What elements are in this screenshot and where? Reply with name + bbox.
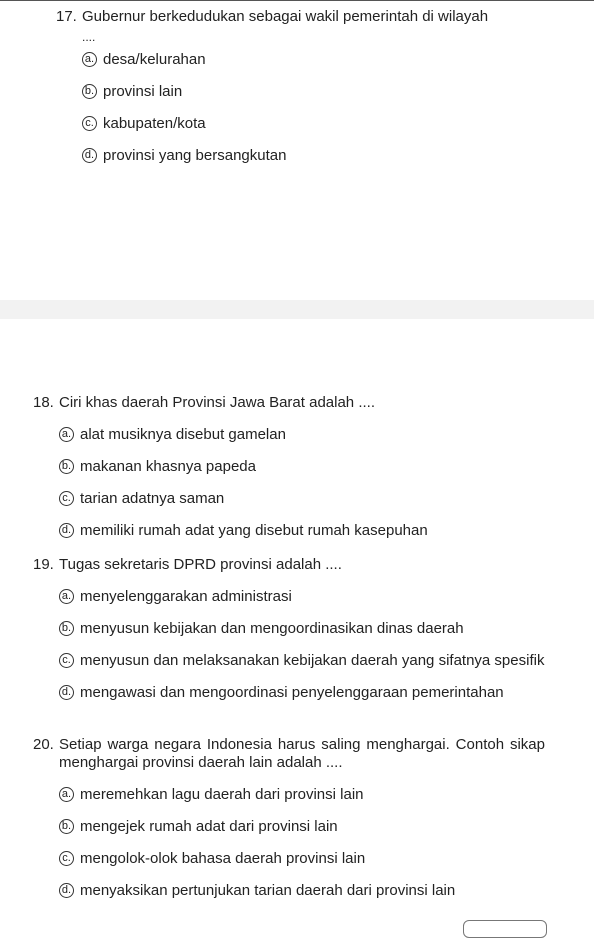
option-a[interactable] (82, 51, 536, 69)
question-19 (33, 556, 545, 702)
option-letter-circle: a. (82, 52, 97, 67)
option-list (59, 786, 545, 900)
question-stem (33, 394, 545, 412)
bottom-corner-box (463, 920, 547, 938)
question-20 (33, 736, 545, 900)
option-list (59, 426, 545, 540)
option-text: menyelenggarakan administrasi (80, 588, 292, 605)
option-text: mengawasi dan mengoordinasi penyelenggaraan pemerintahan (80, 684, 504, 701)
option-letter-circle: b. (59, 621, 74, 636)
option-text: alat musiknya disebut gamelan (80, 426, 286, 443)
question-text: Gubernur berkedudukan sebagai wakil pemerintah di wilayah (82, 8, 489, 25)
option-d[interactable] (82, 147, 536, 165)
option-text: provinsi lain (103, 83, 183, 100)
question-stem (56, 8, 536, 26)
option-letter-circle: c. (59, 653, 74, 668)
option-letter-circle: d. (59, 685, 74, 700)
option-text: desa/kelurahan (103, 51, 206, 68)
option-c[interactable] (59, 490, 545, 508)
question-number: 19. (33, 556, 54, 573)
option-b[interactable] (59, 620, 545, 638)
option-text: menyaksikan pertunjukan tarian daerah dari provinsi lain (80, 882, 456, 899)
option-letter-circle: b. (82, 84, 97, 99)
option-text: kabupaten/kota (103, 115, 206, 132)
option-letter-circle: a. (59, 427, 74, 442)
option-text: menyusun dan melaksanakan kebijakan daerah yang sifatnya spesifik (80, 652, 545, 669)
option-letter-circle: b. (59, 819, 74, 834)
option-d[interactable] (59, 882, 545, 900)
option-a[interactable] (59, 426, 545, 444)
option-list (82, 51, 536, 165)
option-text: mengolok-olok bahasa daerah provinsi lain (80, 850, 366, 867)
option-list (59, 588, 545, 702)
question-17 (56, 8, 536, 165)
option-c[interactable] (59, 652, 545, 670)
option-text: menyusun kebijakan dan mengoordinasikan dinas daerah (80, 620, 464, 637)
option-a[interactable] (59, 786, 545, 804)
question-text: Ciri khas daerah Provinsi Jawa Barat adalah .... (59, 394, 375, 411)
option-letter-circle: c. (82, 116, 97, 131)
option-letter-circle: c. (59, 851, 74, 866)
question-continuation: .... (82, 30, 96, 44)
option-a[interactable] (59, 588, 545, 606)
question-18 (33, 394, 545, 540)
option-letter-circle: c. (59, 491, 74, 506)
option-text: meremehkan lagu daerah dari provinsi lain (80, 786, 364, 803)
page-break-band (0, 300, 594, 319)
option-b[interactable] (59, 818, 545, 836)
option-c[interactable] (59, 850, 545, 868)
question-number: 20. (33, 736, 54, 753)
option-text: tarian adatnya saman (80, 490, 225, 507)
question-text: Tugas sekretaris DPRD provinsi adalah .... (59, 556, 342, 573)
question-text: Setiap warga negara Indonesia harus saling menghargai. Contoh sikap menghargai provinsi daerah lain adalah .... (59, 736, 545, 771)
option-c[interactable] (82, 115, 536, 133)
option-text: memiliki rumah adat yang disebut rumah kasepuhan (80, 522, 428, 539)
question-number: 18. (33, 394, 54, 411)
option-text: mengejek rumah adat dari provinsi lain (80, 818, 338, 835)
option-letter-circle: d. (82, 148, 97, 163)
option-letter-circle: d. (59, 883, 74, 898)
question-number: 17. (56, 8, 77, 25)
option-b[interactable] (59, 458, 545, 476)
option-letter-circle: d. (59, 523, 74, 538)
option-text: provinsi yang bersangkutan (103, 147, 287, 164)
option-letter-circle: b. (59, 459, 74, 474)
page-top-border (0, 0, 594, 1)
question-stem (33, 736, 545, 772)
option-text: makanan khasnya papeda (80, 458, 256, 475)
option-letter-circle: a. (59, 589, 74, 604)
option-letter-circle: a. (59, 787, 74, 802)
option-d[interactable] (59, 522, 545, 540)
question-stem (33, 556, 545, 574)
option-b[interactable] (82, 83, 536, 101)
option-d[interactable] (59, 684, 545, 702)
